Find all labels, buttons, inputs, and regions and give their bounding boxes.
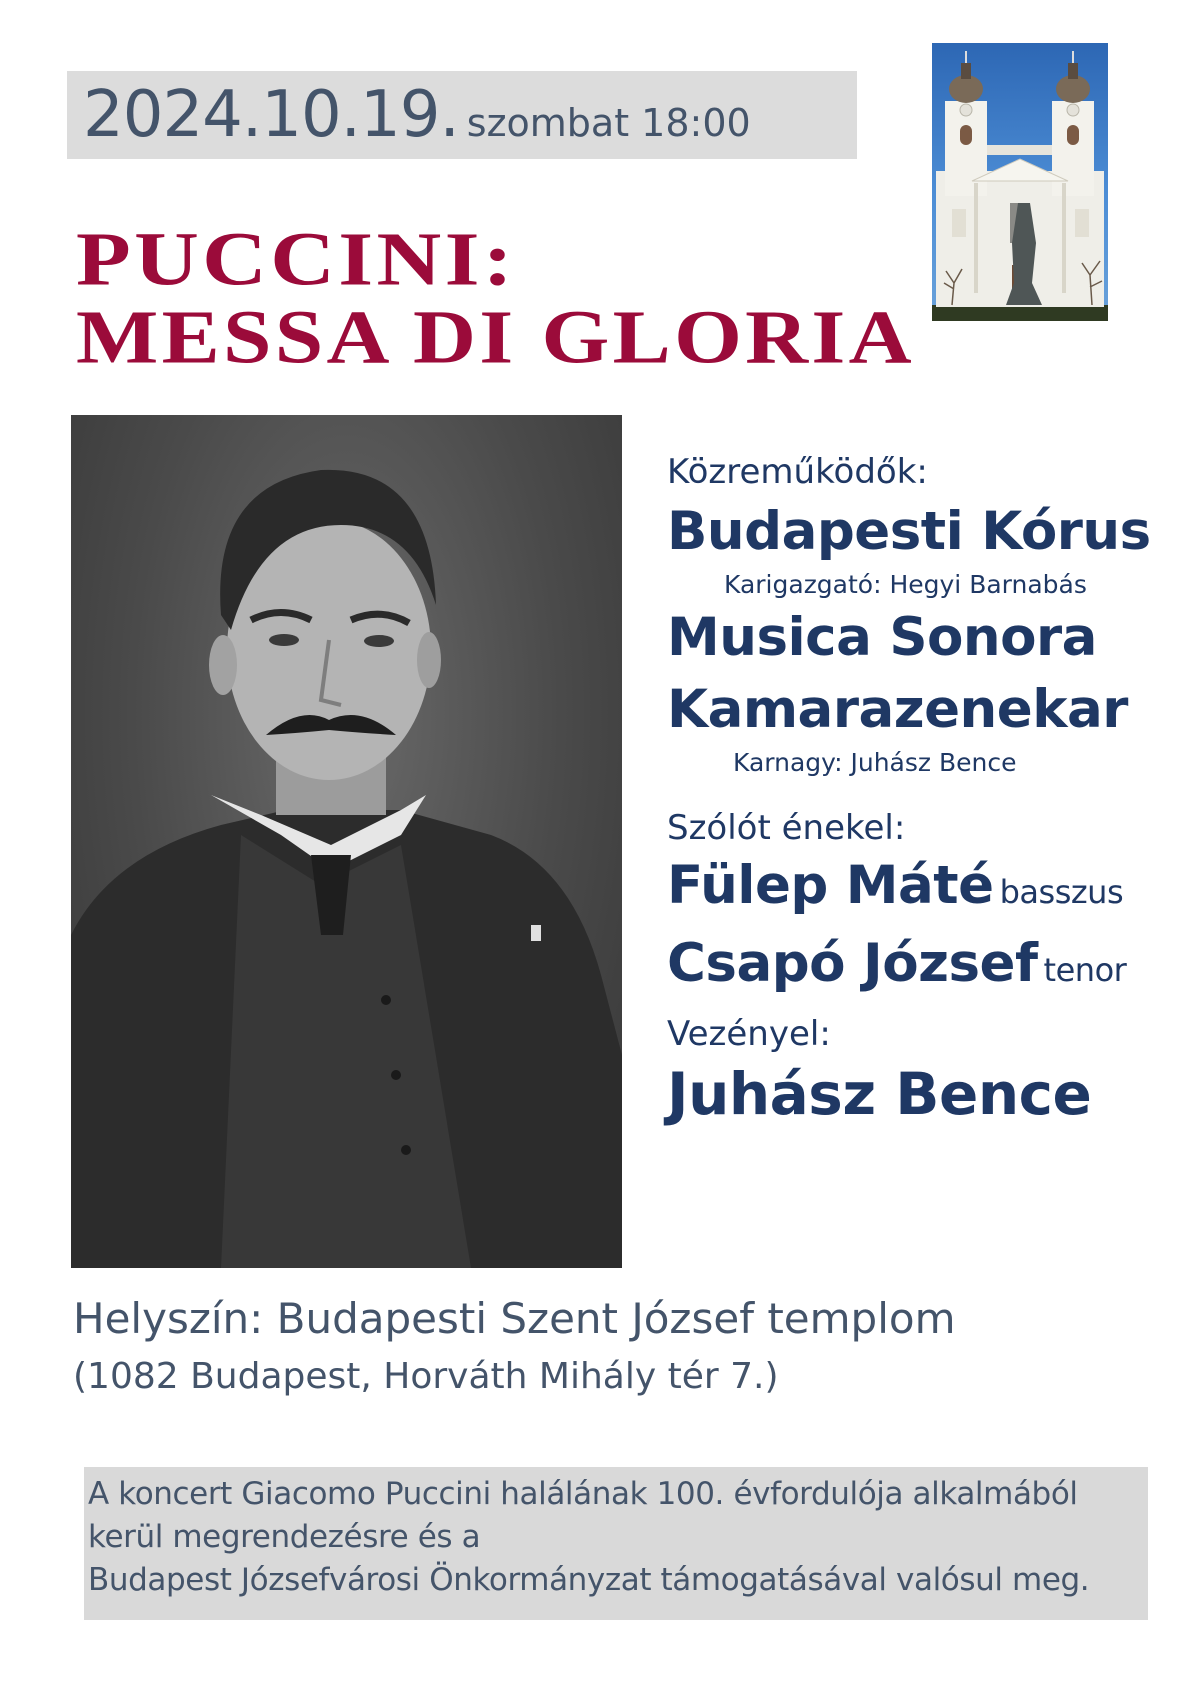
soloist-voice: basszus (999, 873, 1124, 911)
choir-name: Budapesti Kórus (667, 501, 1151, 562)
sponsor-note-line: Budapest Józsefvárosi Önkormányzat támogatásával valósul meg. (88, 1562, 1090, 1598)
soloist-item (667, 850, 1187, 928)
event-day-time: szombat 18:00 (466, 101, 751, 145)
sponsor-note-line: A koncert Giacomo Puccini halálának 100. évfordulója alkalmából (88, 1476, 1078, 1512)
church-photo (932, 43, 1108, 321)
date-banner (67, 71, 857, 159)
venue-name: Helyszín: Budapesti Szent József templom (73, 1294, 956, 1343)
conductor-name: Juhász Bence (667, 1060, 1092, 1128)
soloist-name: Csapó József (667, 933, 1038, 994)
sponsor-note-box (84, 1467, 1148, 1620)
choir-director: Karigazgató: Hegyi Barnabás (724, 570, 1087, 599)
conductor-label: Vezényel: (667, 1014, 831, 1054)
orchestra-director: Karnagy: Juhász Bence (733, 748, 1017, 777)
concert-title-work: MESSA DI GLORIA (76, 296, 915, 380)
orchestra-name-line2: Kamarazenekar (667, 679, 1128, 740)
venue-address: (1082 Budapest, Horváth Mihály tér 7.) (73, 1356, 779, 1397)
soloist-item (667, 928, 1187, 1006)
concert-title-composer: PUCCINI: (76, 218, 517, 302)
sponsor-note-text (88, 1473, 1089, 1602)
soloist-voice: tenor (1043, 951, 1127, 989)
soloists-label: Szólót énekel: (667, 808, 906, 848)
orchestra-name-line1: Musica Sonora (667, 607, 1097, 668)
composer-portrait (71, 415, 622, 1268)
church-illustration-icon (932, 43, 1108, 321)
performers-section (667, 450, 1187, 1132)
event-date-line (83, 77, 751, 161)
sponsor-note-line: kerül megrendezésre és a (88, 1519, 481, 1555)
portrait-illustration-icon (71, 415, 622, 1268)
performers-label: Közreműködők: (667, 452, 928, 492)
soloist-name: Fülep Máté (667, 855, 994, 916)
event-date: 2024.10.19. (83, 78, 459, 152)
